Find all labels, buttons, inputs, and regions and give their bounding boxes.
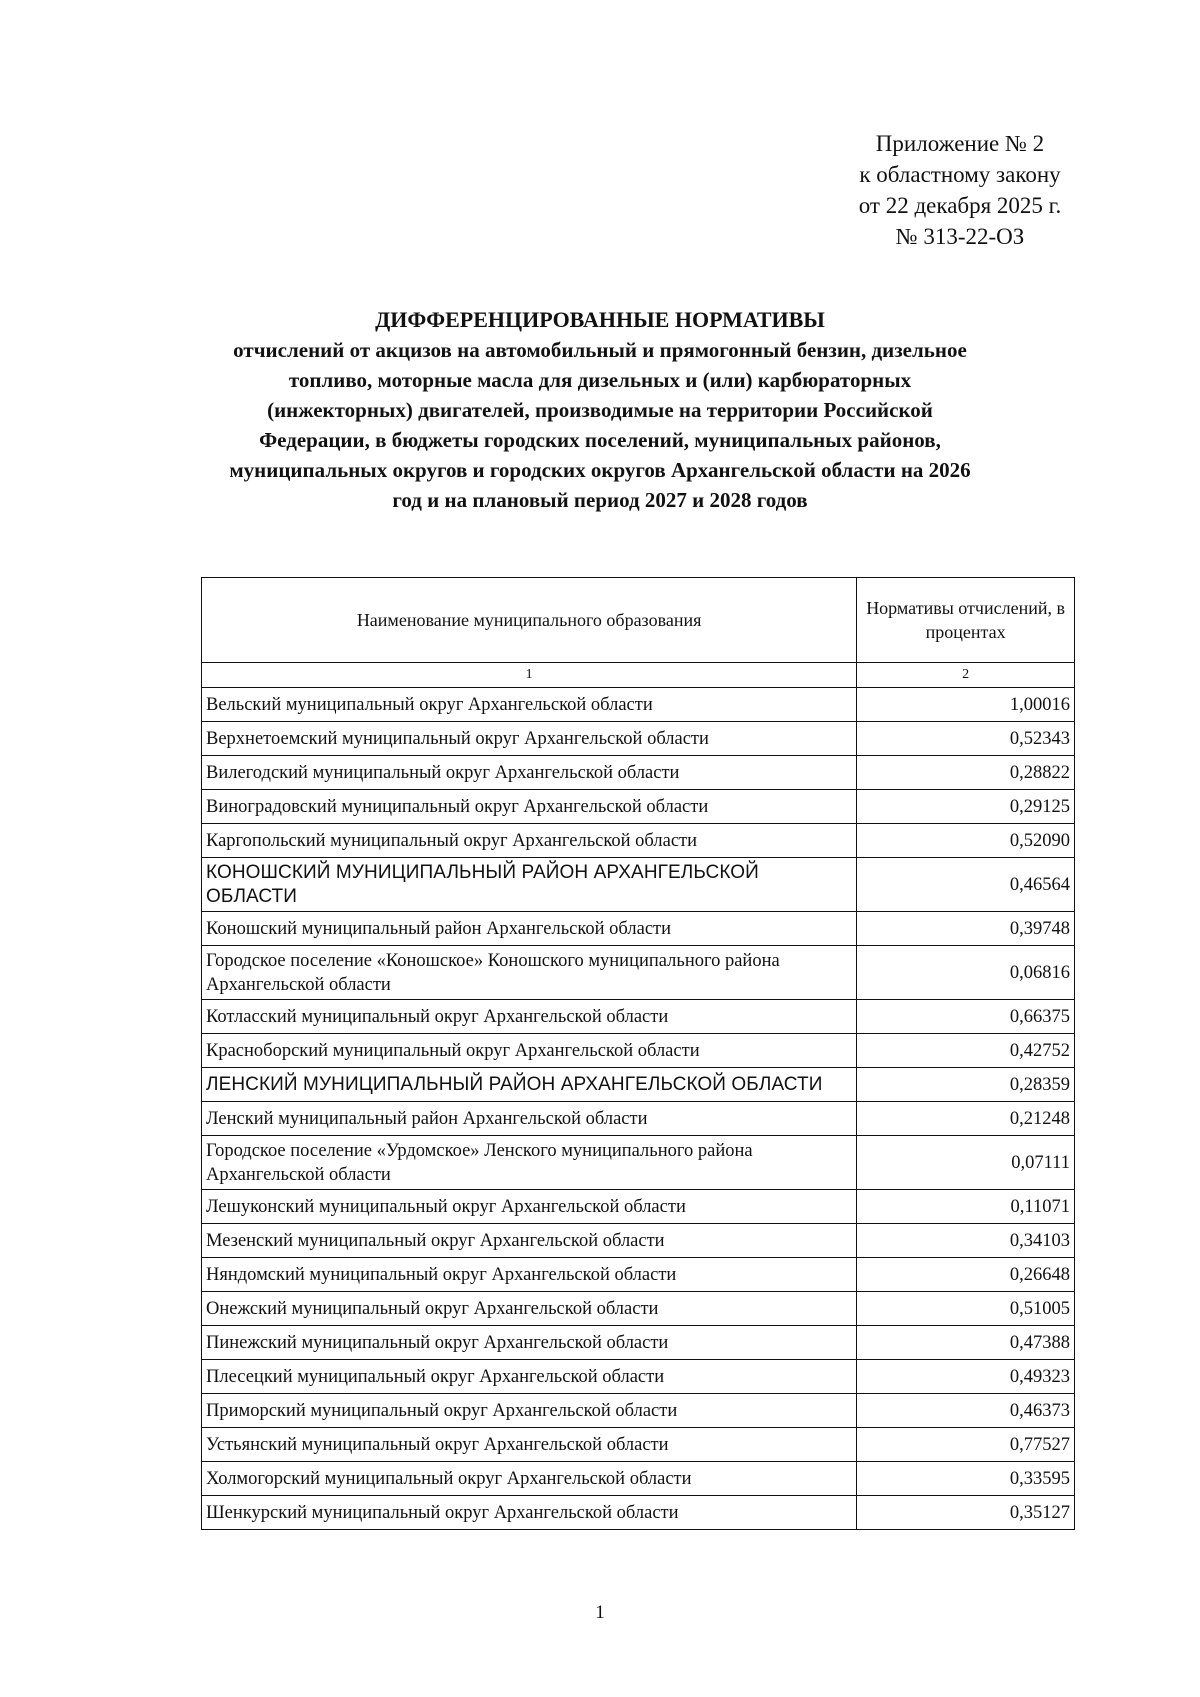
norm-value: 0,28359 [857,1068,1075,1102]
municipality-name: Вельский муниципальный округ Архангельской области [202,688,857,722]
municipality-name: Няндомский муниципальный округ Архангельской области [202,1258,857,1292]
heading-line: отчислений от акцизов на автомобильный и прямогонный бензин, дизельное [233,338,967,362]
table-row [202,1360,1075,1394]
table-row [202,1258,1075,1292]
table-row [202,858,1075,912]
municipality-name: Городское поселение «Урдомское» Ленского муниципального района Архангельской области [202,1136,857,1190]
column-number: 1 [202,663,857,688]
table-row [202,1292,1075,1326]
municipality-name: Плесецкий муниципальный округ Архангельской области [202,1360,857,1394]
norm-value: 0,35127 [857,1496,1075,1530]
table-row [202,824,1075,858]
document-heading [150,305,1050,515]
norm-value: 0,33595 [857,1462,1075,1496]
table-row [202,1000,1075,1034]
table-row [202,1394,1075,1428]
municipality-name: Верхнетоемский муниципальный округ Архангельской области [202,722,857,756]
municipality-name: КОНОШСКИЙ МУНИЦИПАЛЬНЫЙ РАЙОН АРХАНГЕЛЬСКОЙ ОБЛАСТИ [202,858,857,912]
norm-value: 0,34103 [857,1224,1075,1258]
municipality-name: Котласский муниципальный округ Архангельской области [202,1000,857,1034]
norm-value: 0,51005 [857,1292,1075,1326]
municipality-name: Красноборский муниципальный округ Архангельской области [202,1034,857,1068]
table-row [202,756,1075,790]
appendix-line: к областному закону [859,162,1061,187]
municipality-name: Ленский муниципальный район Архангельской области [202,1102,857,1136]
municipality-name: Каргопольский муниципальный округ Архангельской области [202,824,857,858]
appendix-block [760,128,1160,252]
heading-line: (инжекторных) двигателей, производимые на территории Российской [267,398,933,422]
norm-value: 0,46373 [857,1394,1075,1428]
municipality-name: Вилегодский муниципальный округ Архангельской области [202,756,857,790]
norm-value: 0,39748 [857,912,1075,946]
column-number-row [202,663,1075,688]
table-row [202,1224,1075,1258]
heading-line: муниципальных округов и городских округов Архангельской области на 2026 [229,458,971,482]
table-row [202,1136,1075,1190]
norm-value: 0,29125 [857,790,1075,824]
norm-value: 0,42752 [857,1034,1075,1068]
norm-value: 0,52343 [857,722,1075,756]
municipality-name: Лешуконский муниципальный округ Архангельской области [202,1190,857,1224]
municipality-name: Городское поселение «Коношское» Коношского муниципального района Архангельской области [202,946,857,1000]
heading-line: год и на плановый период 2027 и 2028 годов [392,488,808,512]
appendix-line: Приложение № 2 [875,131,1045,156]
municipality-name: Мезенский муниципальный округ Архангельской области [202,1224,857,1258]
municipality-name: Шенкурский муниципальный округ Архангельской области [202,1496,857,1530]
norm-value: 0,47388 [857,1326,1075,1360]
municipality-name: Онежский муниципальный округ Архангельской области [202,1292,857,1326]
table-row [202,1190,1075,1224]
table-row [202,946,1075,1000]
norm-value: 0,46564 [857,858,1075,912]
norm-value: 0,52090 [857,824,1075,858]
norm-value: 0,26648 [857,1258,1075,1292]
table-row [202,1462,1075,1496]
norm-value: 0,21248 [857,1102,1075,1136]
municipality-name: Устьянский муниципальный округ Архангельской области [202,1428,857,1462]
norm-value: 0,06816 [857,946,1075,1000]
norm-value: 0,07111 [857,1136,1075,1190]
table-row [202,1034,1075,1068]
municipality-name: ЛЕНСКИЙ МУНИЦИПАЛЬНЫЙ РАЙОН АРХАНГЕЛЬСКОЙ ОБЛАСТИ [202,1068,857,1102]
norms-table [201,577,1075,1530]
norm-value: 0,77527 [857,1428,1075,1462]
norm-value: 0,11071 [857,1190,1075,1224]
norm-value: 0,28822 [857,756,1075,790]
header-value: Нормативы отчислений, в процентах [857,578,1075,663]
norm-value: 0,49323 [857,1360,1075,1394]
norm-value: 0,66375 [857,1000,1075,1034]
appendix-line: от 22 декабря 2025 г. [858,193,1062,218]
municipality-name: Пинежский муниципальный округ Архангельской области [202,1326,857,1360]
document-title: ДИФФЕРЕНЦИРОВАННЫЕ НОРМАТИВЫ [375,307,825,332]
table-row [202,1102,1075,1136]
page-number: 1 [595,1602,605,1623]
table-row [202,1496,1075,1530]
column-number: 2 [857,663,1075,688]
heading-line: топливо, моторные масла для дизельных и (или) карбюраторных [288,368,912,392]
appendix-line: № 313-22-ОЗ [895,224,1025,249]
norm-value: 1,00016 [857,688,1075,722]
table-row [202,790,1075,824]
table-row [202,1326,1075,1360]
table-header-row [202,578,1075,663]
municipality-name: Виноградовский муниципальный округ Архангельской области [202,790,857,824]
table-row [202,722,1075,756]
table-row [202,912,1075,946]
table-row [202,688,1075,722]
heading-line: Федерации, в бюджеты городских поселений, муниципальных районов, [259,428,941,452]
municipality-name: Приморский муниципальный округ Архангельской области [202,1394,857,1428]
header-name: Наименование муниципального образования [202,578,857,663]
table-row [202,1428,1075,1462]
municipality-name: Коношский муниципальный район Архангельской области [202,912,857,946]
municipality-name: Холмогорский муниципальный округ Архангельской области [202,1462,857,1496]
table-row [202,1068,1075,1102]
